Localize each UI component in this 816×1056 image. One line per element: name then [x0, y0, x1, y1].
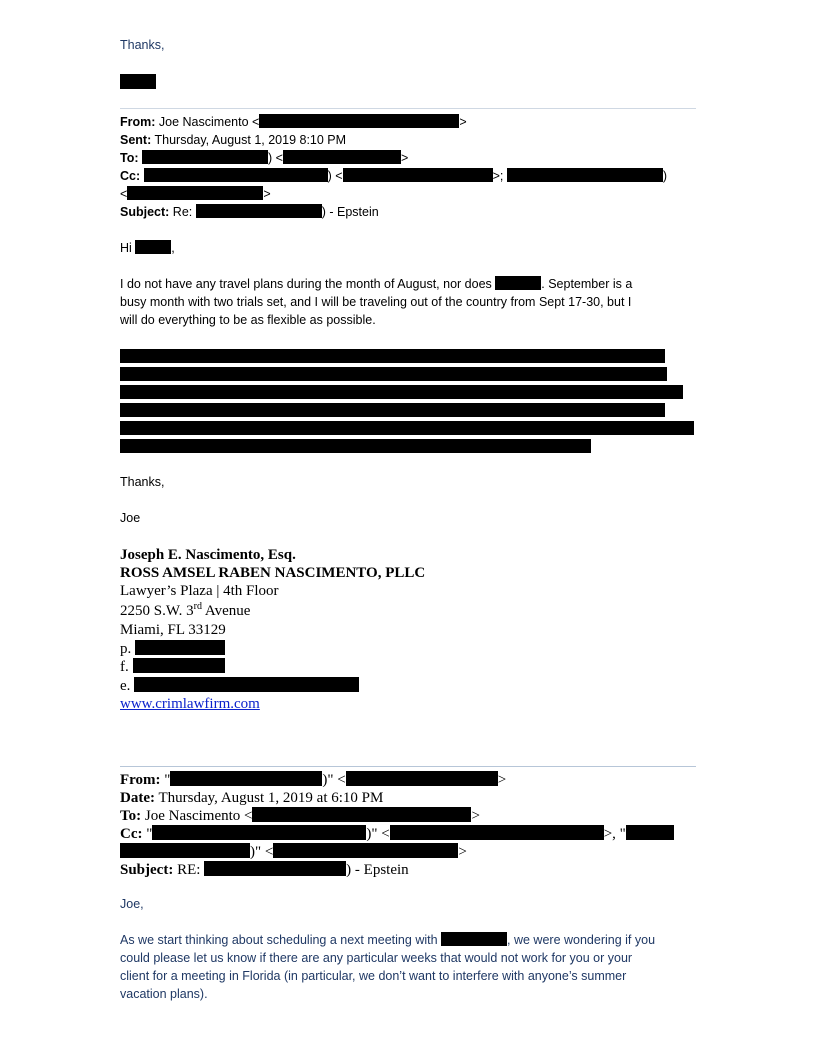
signature-email: e.	[120, 677, 359, 695]
signature-website-row	[120, 695, 260, 713]
sent-label: Sent:	[120, 133, 152, 147]
email1-greeting: Hi ,	[120, 241, 175, 255]
email1-closing: Thanks,	[120, 475, 165, 489]
email1-cc-line: Cc: ) < >; )	[120, 169, 667, 183]
email-divider	[120, 108, 696, 109]
email1-cc-line-2: < >	[120, 187, 271, 201]
redacted-fax	[133, 658, 225, 673]
email2-body-line-4: vacation plans).	[120, 987, 208, 1001]
signature-building: Lawyer’s Plaza | 4th Floor	[120, 583, 279, 599]
redacted-paragraph-line	[120, 439, 591, 453]
redacted-recipient	[120, 843, 250, 858]
redacted-email	[134, 677, 359, 692]
email2-date-line	[120, 789, 383, 807]
email2-greeting: Joe,	[120, 897, 144, 911]
email-divider	[120, 766, 696, 767]
email1-sent-line	[120, 131, 346, 149]
email1-subject-line	[120, 203, 379, 221]
redacted-subject	[204, 861, 346, 876]
subject-label: Subject:	[120, 862, 174, 878]
from-label: From:	[120, 772, 161, 788]
to-label: To:	[120, 808, 142, 824]
redacted-email	[127, 186, 263, 200]
email1-signoff: Joe	[120, 511, 141, 525]
email1-to-line: To: ) < >	[120, 151, 409, 165]
redacted-email	[259, 114, 459, 128]
email1-body-line-1: I do not have any travel plans during the month of August, nor does . September is a	[120, 277, 633, 291]
email2-body-line-3: client for a meeting in Florida (in particular, we don’t want to interfere with anyone’s summer	[120, 969, 627, 983]
redacted-recipient	[626, 825, 674, 840]
sent-value: Thursday, August 1, 2019 8:10 PM	[154, 133, 347, 147]
redacted-recipient	[144, 168, 328, 182]
redacted-email	[252, 807, 471, 822]
redacted-recipient	[142, 150, 268, 164]
to-label: To:	[120, 151, 139, 165]
signature-phone: p.	[120, 640, 225, 658]
redacted-paragraph-line	[120, 385, 683, 399]
email2-subject-line: Subject: RE: ) - Epstein	[120, 862, 409, 878]
cc-label: Cc:	[120, 826, 143, 842]
signature-firm: ROSS AMSEL RABEN NASCIMENTO, PLLC	[120, 565, 426, 581]
from-label: From:	[120, 115, 156, 129]
redacted-email	[273, 843, 458, 858]
redacted-email	[283, 150, 401, 164]
redacted-name	[441, 932, 507, 946]
subject-prefix: Re:	[172, 205, 193, 219]
subject-suffix: ) - Epstein	[321, 205, 379, 219]
redacted-paragraph-line	[120, 403, 665, 417]
redacted-paragraph-line	[120, 421, 694, 435]
redacted-paragraph-line	[120, 367, 667, 381]
redacted-sender-name	[120, 74, 156, 89]
redacted-subject	[196, 204, 322, 218]
redacted-phone	[135, 640, 225, 655]
email1-body-line-3: will do everything to be as flexible as possible.	[120, 313, 376, 327]
signature-street: 2250 S.W. 3rd Avenue	[120, 601, 251, 619]
signature-city: Miami, FL 33129	[120, 622, 226, 638]
redacted-paragraph-line	[120, 349, 665, 363]
subject-label: Subject:	[120, 205, 170, 219]
redacted-recipient	[507, 168, 663, 182]
signature-name: Joseph E. Nascimento, Esq.	[120, 547, 296, 563]
redacted-recipient	[152, 825, 366, 840]
email2-cc-line: Cc: " )" < >, "	[120, 825, 674, 843]
email1-body-line-2: busy month with two trials set, and I will be traveling out of the country from Sept 17-30, but I	[120, 295, 632, 309]
signature-fax: f.	[120, 658, 225, 676]
email1-from-line	[120, 113, 467, 131]
email2-to-line: To: Joe Nascimento < >	[120, 808, 480, 824]
email2-from-line: From: " )" < >	[120, 772, 507, 788]
email2-cc-line-2: )" < >	[120, 843, 467, 861]
date-value: Thursday, August 1, 2019 at 6:10 PM	[158, 790, 384, 806]
redacted-name	[495, 276, 541, 290]
date-label: Date:	[120, 790, 155, 806]
redacted-email	[346, 771, 498, 786]
redacted-email	[343, 168, 493, 182]
cc-label: Cc:	[120, 169, 141, 183]
website-link[interactable]: www.crimlawfirm.com	[120, 696, 260, 712]
previous-closing: Thanks,	[120, 38, 165, 52]
email2-body-line-2: could please let us know if there are any particular weeks that would not work for you or your	[120, 951, 633, 965]
angle-close: >	[459, 115, 467, 129]
redacted-name	[135, 240, 171, 254]
redacted-sender	[170, 771, 322, 786]
email2-body-line-1: As we start thinking about scheduling a next meeting with , we were wondering if you	[120, 933, 656, 947]
from-name: Joe Nascimento <	[158, 115, 260, 129]
redacted-email	[390, 825, 604, 840]
